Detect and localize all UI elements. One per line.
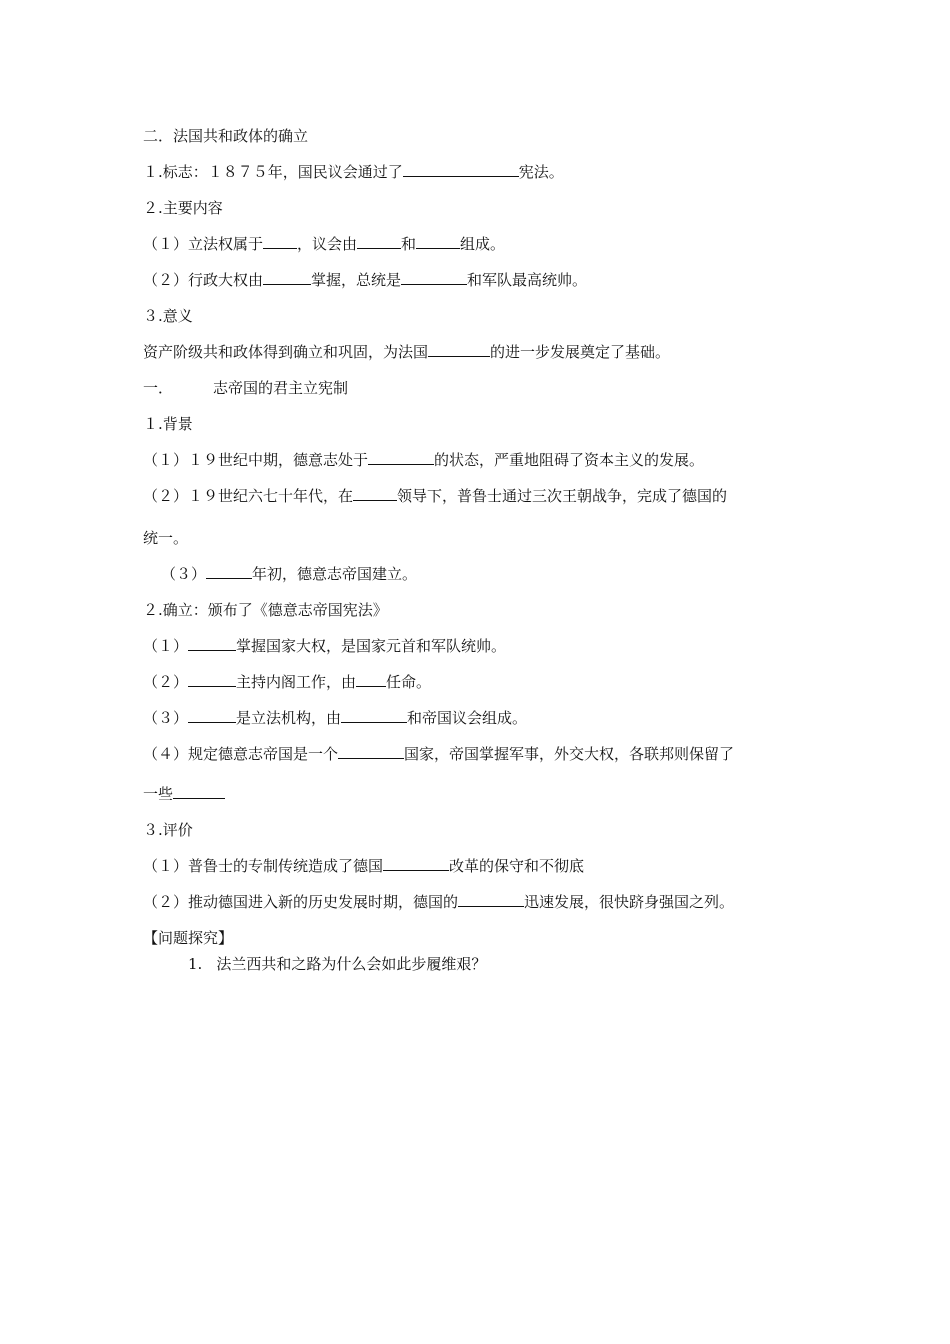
text-segment: （４）规定德意志帝国是一个 xyxy=(143,745,339,763)
section-heading-france xyxy=(143,126,308,146)
item-background-2 xyxy=(143,486,727,506)
significance-text xyxy=(143,342,670,362)
item-establishment-1 xyxy=(143,636,506,656)
text-segment: 和军队最高统帅。 xyxy=(467,271,588,289)
text-segment: （３） xyxy=(161,565,207,583)
fill-blank[interactable] xyxy=(263,270,311,285)
item-executive xyxy=(143,270,587,290)
text-segment: 改革的保守和不彻底 xyxy=(449,857,585,875)
fill-blank[interactable] xyxy=(188,672,236,687)
text-segment: 国家，帝国掌握军事，外交大权，各联邦则保留了 xyxy=(404,745,735,763)
fill-blank[interactable] xyxy=(206,564,252,579)
item-legislative xyxy=(143,234,505,254)
text-segment: 法兰西共和之路为什么会如此步履维艰？ xyxy=(216,955,487,973)
text-segment: 领导下，普鲁士通过三次王朝战争，完成了德国的 xyxy=(397,487,728,505)
text-segment: （１） xyxy=(143,637,189,655)
section-heading-inquiry xyxy=(143,928,233,948)
text-segment: 志帝国的君主立宪制 xyxy=(213,379,349,397)
text-segment: 的状态，严重地阻碍了资本主义的发展。 xyxy=(434,451,705,469)
text-segment: 二．法国共和政体的确立 xyxy=(143,127,309,145)
text-segment: （２） xyxy=(143,673,189,691)
fill-blank[interactable] xyxy=(353,486,397,501)
text-segment: 主持内阁工作，由 xyxy=(236,673,357,691)
text-segment: 的进一步发展奠定了基础。 xyxy=(490,343,671,361)
item-evaluation-1 xyxy=(143,856,584,876)
item-establishment-3 xyxy=(143,708,527,728)
fill-blank[interactable] xyxy=(356,672,386,687)
text-segment: 是立法机构，由 xyxy=(236,709,342,727)
fill-blank[interactable] xyxy=(338,744,404,759)
fill-blank[interactable] xyxy=(357,234,401,249)
text-segment: １.背景 xyxy=(143,415,193,433)
item-symbol xyxy=(143,162,564,182)
text-segment: 统一。 xyxy=(143,529,189,547)
text-segment: （３） xyxy=(143,709,189,727)
text-segment: ３.评价 xyxy=(143,821,193,839)
fill-blank[interactable] xyxy=(188,708,236,723)
item-establishment-4 xyxy=(143,744,734,764)
text-segment: 和 xyxy=(401,235,417,253)
item-establishment xyxy=(143,600,388,620)
text-segment: ２.确立：颁布了《德意志帝国宪法》 xyxy=(143,601,388,619)
item-evaluation-2 xyxy=(143,892,734,912)
text-segment: 【问题探究】 xyxy=(143,929,234,947)
text-segment: （２）推动德国进入新的历史发展时期，德国的 xyxy=(143,893,459,911)
section-heading-germany xyxy=(143,378,348,398)
fill-blank[interactable] xyxy=(458,892,524,907)
fill-blank[interactable] xyxy=(401,270,467,285)
text-segment: 一． xyxy=(143,379,174,397)
fill-blank[interactable] xyxy=(368,450,434,465)
fill-blank[interactable] xyxy=(173,784,225,799)
fill-blank[interactable] xyxy=(383,856,449,871)
text-segment: 任命。 xyxy=(386,673,432,691)
text-segment: 掌握国家大权，是国家元首和军队统帅。 xyxy=(236,637,507,655)
fill-blank[interactable] xyxy=(416,234,460,249)
text-segment: （１）普鲁士的专制传统造成了德国 xyxy=(143,857,384,875)
text-segment: ３.意义 xyxy=(143,307,193,325)
text-segment: 掌握，总统是 xyxy=(311,271,402,289)
item-main-content xyxy=(143,198,223,218)
text-segment: （１）１９世纪中期，德意志处于 xyxy=(143,451,369,469)
item-evaluation xyxy=(143,820,193,840)
text-segment: 组成。 xyxy=(460,235,506,253)
item-significance xyxy=(143,306,193,326)
text-segment: 迅速发展，很快跻身强国之列。 xyxy=(524,893,735,911)
text-segment: （２）１９世纪六七十年代，在 xyxy=(143,487,354,505)
text-segment: １.标志：１８７５年，国民议会通过了 xyxy=(143,163,403,181)
item-background xyxy=(143,414,193,434)
item-background-2-cont xyxy=(143,528,188,548)
fill-blank[interactable] xyxy=(428,342,490,357)
item-establishment-4-cont xyxy=(143,784,225,804)
text-segment: ２.主要内容 xyxy=(143,199,223,217)
text-segment: 年初，德意志帝国建立。 xyxy=(252,565,418,583)
item-establishment-2 xyxy=(143,672,431,692)
text-segment: 和帝国议会组成。 xyxy=(407,709,528,727)
fill-blank[interactable] xyxy=(188,636,236,651)
text-segment: 宪法。 xyxy=(518,163,564,181)
fill-blank[interactable] xyxy=(263,234,297,249)
fill-blank[interactable] xyxy=(403,162,519,177)
item-background-1 xyxy=(143,450,704,470)
fill-blank[interactable] xyxy=(341,708,407,723)
text-segment: （１）立法权属于 xyxy=(143,235,264,253)
text-segment: （２）行政大权由 xyxy=(143,271,264,289)
inquiry-question-1 xyxy=(188,954,486,974)
text-segment: 一些 xyxy=(143,785,174,803)
item-background-3 xyxy=(161,564,417,584)
question-number: 1. xyxy=(188,955,203,973)
text-segment: ，议会由 xyxy=(297,235,358,253)
text-segment: 资产阶级共和政体得到确立和巩固，为法国 xyxy=(143,343,429,361)
